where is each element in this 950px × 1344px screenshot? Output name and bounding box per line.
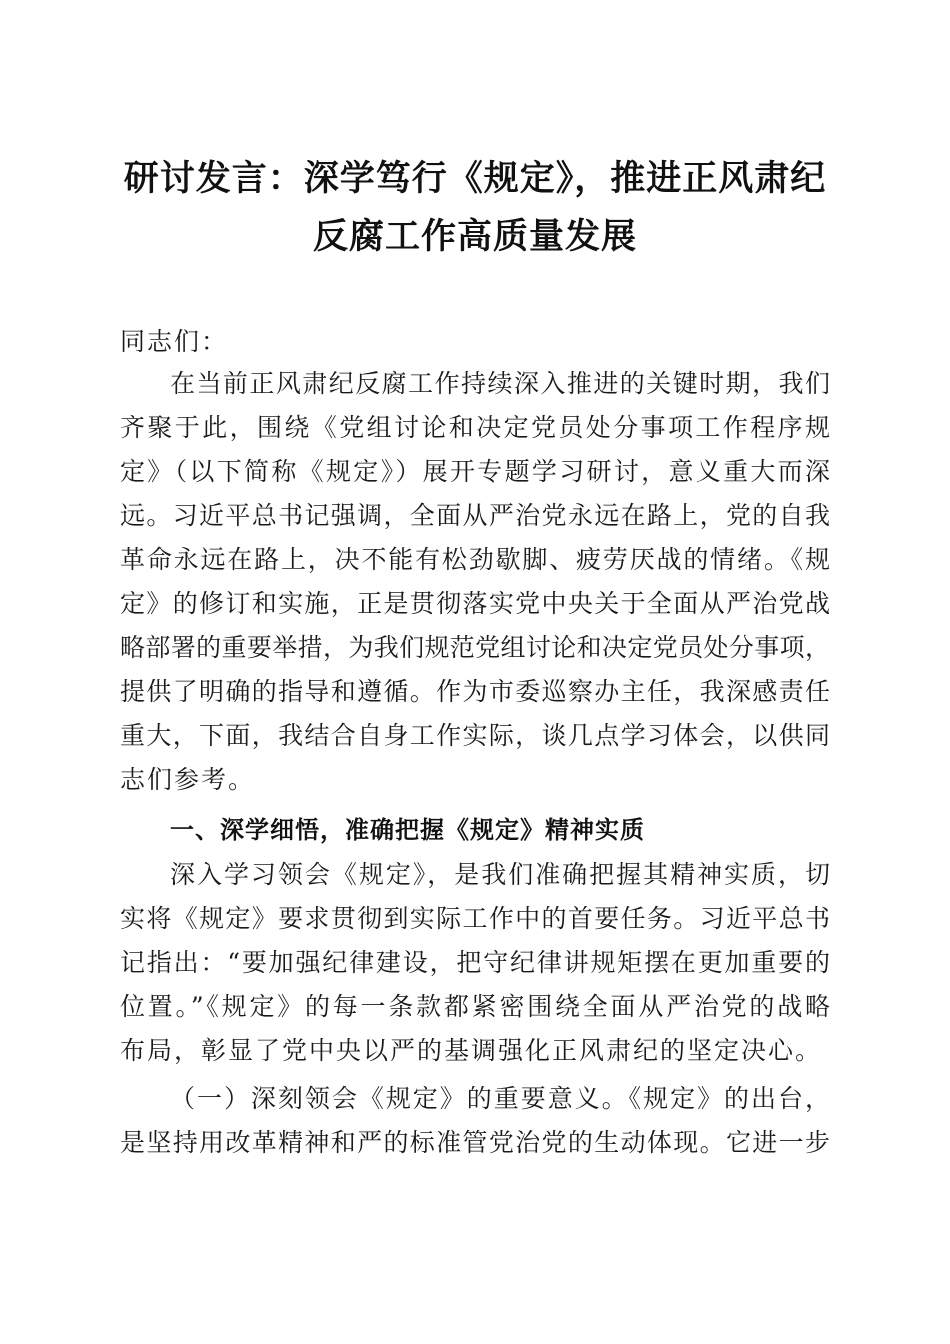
paragraph-line: 定》的修订和实施，正是贯彻落实党中央关于全面从严治党战 [120,589,830,618]
paragraph-line: 远。习近平总书记强调，全面从严治党永远在路上，党的自我 [120,501,830,530]
paragraph-line: 定》（以下简称《规定》）展开专题学习研讨，意义重大而深 [120,457,830,486]
salutation: 同志们： [120,327,229,356]
paragraph-line: （一）深刻领会《规定》的重要意义。《规定》的出台， [170,1084,830,1113]
paragraph-line: 略部署的重要举措，为我们规范党组讨论和决定党员处分事项， [120,633,830,662]
paragraph-line: 深入学习领会《规定》，是我们准确把握其精神实质，切 [170,860,830,889]
paragraph-line: 在当前正风肃纪反腐工作持续深入推进的关键时期，我们 [170,369,830,398]
paragraph-line: 记指出：“要加强纪律建设，把守纪律讲规矩摆在更加重要的 [120,948,830,977]
paragraph-line: 志们参考。 [120,765,256,794]
paragraph-line: 提供了明确的指导和遵循。作为市委巡察办主任，我深感责任 [120,677,830,706]
section-heading-1: 一、深学细悟，准确把握《规定》精神实质 [170,816,645,844]
paragraph-line: 布局，彰显了党中央以严的基调强化正风肃纪的坚定决心。 [120,1036,823,1065]
document-title-line-2: 反腐工作高质量发展 [312,216,637,257]
paragraph-line: 位置。”《规定》的每一条款都紧密围绕全面从严治党的战略 [120,992,830,1021]
paragraph-line: 实将《规定》要求贯彻到实际工作中的首要任务。习近平总书 [120,904,830,933]
paragraph-line: 革命永远在路上，决不能有松劲歇脚、疲劳厌战的情绪。《规 [120,545,830,574]
document-title-line-1: 研讨发言：深学笃行《规定》，推进正风肃纪 [123,158,827,199]
paragraph-line: 是坚持用改革精神和严的标准管党治党的生动体现。它进一步 [120,1128,830,1157]
paragraph-line: 重大，下面，我结合自身工作实际，谈几点学习体会，以供同 [120,721,830,750]
paragraph-line: 齐聚于此，围绕《党组讨论和决定党员处分事项工作程序规 [120,413,830,442]
